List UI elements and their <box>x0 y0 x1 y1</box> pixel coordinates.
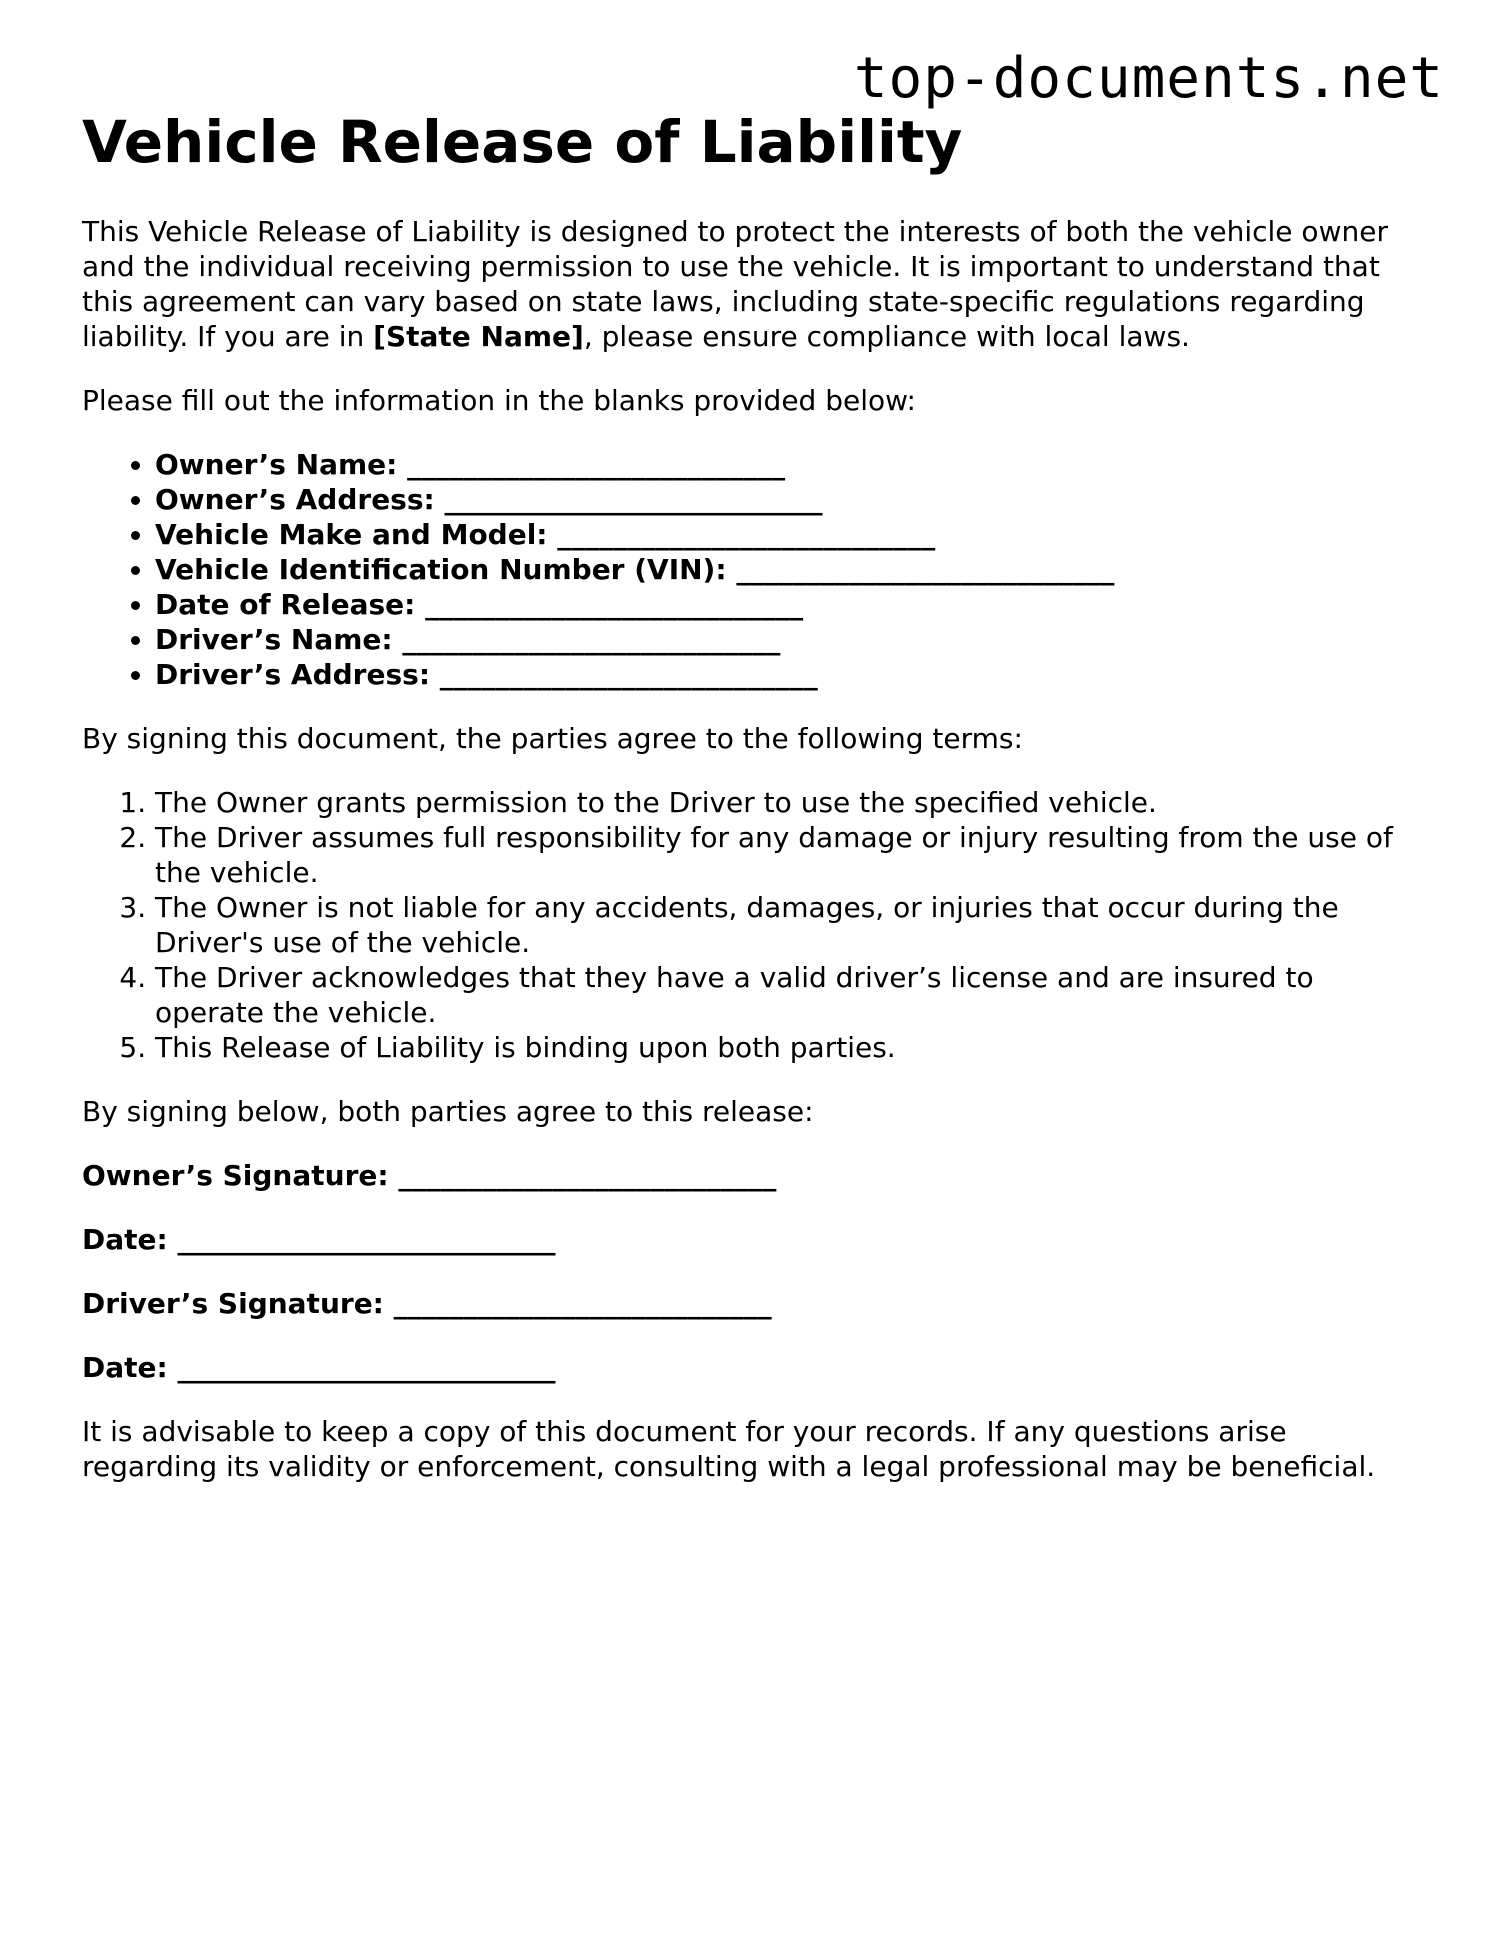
field-label: Vehicle Identification Number (VIN): <box>155 553 727 586</box>
watermark: top-documents.net <box>853 46 1444 111</box>
document-title: Vehicle Release of Liability <box>82 108 963 176</box>
field-label: Vehicle Make and Model: <box>155 518 548 551</box>
instructions-text: Please fill out the information in the blanks provided below: <box>82 384 916 417</box>
field-owner-name <box>155 447 1422 482</box>
field-driver-address <box>155 657 1422 692</box>
field-blank: ___________________________ <box>439 658 818 691</box>
term-item: 5. This Release of Liability is binding upon both parties. <box>155 1030 1422 1065</box>
term-item: 4. The Driver acknowledges that they have a valid driver’s license and are insured to operate the vehicle. <box>155 960 1422 1030</box>
term-item: 3. The Owner is not liable for any accidents, damages, or injuries that occur during the Driver's use of the vehicle. <box>155 890 1422 960</box>
signature-label: Driver’s Signature: <box>82 1287 384 1320</box>
state-name-placeholder: [State Name] <box>373 320 584 353</box>
field-vehicle-make-model <box>155 517 1422 552</box>
field-driver-name <box>155 622 1422 657</box>
field-blank: ___________________________ <box>402 623 781 656</box>
signature-blank: ___________________________ <box>393 1287 772 1320</box>
closing-paragraph: It is advisable to keep a copy of this document for your records. If any questions arise regarding its validity or enforcement, consulting with a legal professional may be beneficial. <box>82 1415 1376 1483</box>
field-owner-address <box>155 482 1422 517</box>
signature-label: Date: <box>82 1351 168 1384</box>
field-date-of-release <box>155 587 1422 622</box>
field-label: Owner’s Name: <box>155 448 398 481</box>
field-label: Driver’s Name: <box>155 623 393 656</box>
intro-text-before: This Vehicle Release of Liability is designed to protect the interests of both the vehicle owner and the individual receiving permission to use the vehicle. It is important to understand that this agreement can vary based on state laws, including state-specific regulations regarding liability. If you are in <box>82 215 1388 353</box>
field-label: Owner’s Address: <box>155 483 435 516</box>
agree-text: By signing below, both parties agree to this release: <box>82 1095 814 1128</box>
owner-signature-line <box>82 1158 1422 1193</box>
signature-label: Date: <box>82 1223 168 1256</box>
terms-list <box>82 785 1422 1065</box>
field-vin <box>155 552 1422 587</box>
term-item: 1. The Owner grants permission to the Driver to use the specified vehicle. <box>155 785 1422 820</box>
document-page <box>82 100 1422 1484</box>
driver-signature-line <box>82 1286 1422 1321</box>
field-label: Date of Release: <box>155 588 416 621</box>
driver-date-line <box>82 1350 1422 1385</box>
signature-label: Owner’s Signature: <box>82 1159 389 1192</box>
intro-paragraph <box>82 214 1422 354</box>
signature-blank: ___________________________ <box>177 1223 556 1256</box>
field-blank: ___________________________ <box>736 553 1115 586</box>
field-blank: ___________________________ <box>444 483 823 516</box>
owner-date-line <box>82 1222 1422 1257</box>
intro-text-after: , please ensure compliance with local laws. <box>583 320 1190 353</box>
field-label: Driver’s Address: <box>155 658 431 691</box>
field-blank: ___________________________ <box>425 588 804 621</box>
fields-list <box>82 447 1422 692</box>
signature-blank: ___________________________ <box>177 1351 556 1384</box>
signature-blank: ___________________________ <box>398 1159 777 1192</box>
field-blank: ___________________________ <box>557 518 936 551</box>
field-blank: ___________________________ <box>407 448 786 481</box>
term-item: 2. The Driver assumes full responsibility for any damage or injury resulting from the use of the vehicle. <box>155 820 1422 890</box>
terms-lead-text: By signing this document, the parties agree to the following terms: <box>82 722 1023 755</box>
